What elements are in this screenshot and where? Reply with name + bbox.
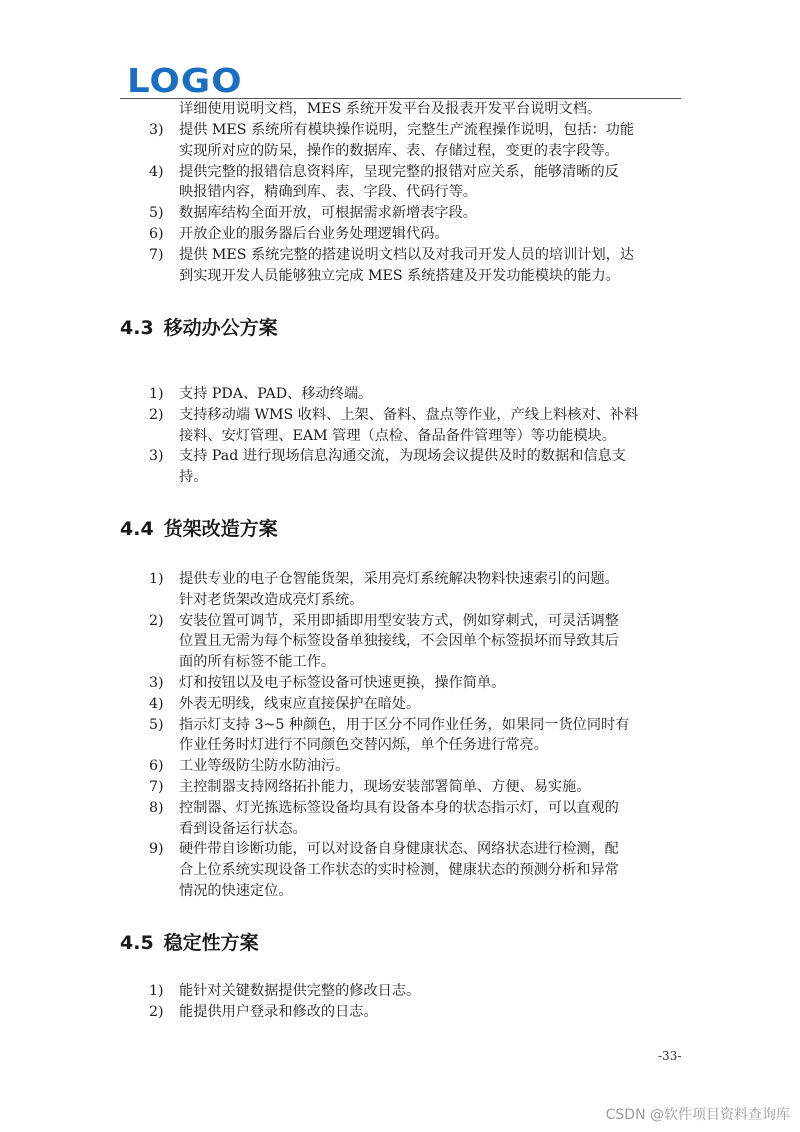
- list-item-number: 2): [149, 406, 164, 423]
- list-item-text: 开放企业的服务器后台业务处理逻辑代码。: [179, 226, 449, 242]
- list-item-text: 指示灯支持 3~5 种颜色，用于区分不同作业任务，如果同一货位同时有: [179, 716, 630, 733]
- section-number: 4.3: [120, 317, 154, 339]
- list-item-text: 提供专业的电子仓智能货架，采用亮灯系统解决物料快速索引的问题。: [179, 571, 619, 587]
- list-item-number: 3): [149, 448, 164, 465]
- section-heading: [120, 930, 259, 956]
- section-title: 稳定性方案: [163, 932, 259, 954]
- list-item-text: 数据库结构全面开放，可根据需求新增表字段。: [179, 205, 477, 222]
- page-number: -33-: [658, 1049, 682, 1063]
- section-title: 货架改造方案: [163, 518, 278, 540]
- list-item-number: 1): [149, 983, 164, 999]
- section-heading: [120, 516, 278, 542]
- list-item-number: 1): [149, 571, 164, 587]
- list-item-text: 提供 MES 系统所有模块操作说明，完整生产流程操作说明，包括：功能: [179, 122, 635, 138]
- list-item-text: 到实现开发人员能够独立完成 MES 系统搭建及开发功能模块的能力。: [179, 267, 620, 284]
- list-item-number: 7): [149, 779, 164, 795]
- list-item-number: 3): [149, 122, 164, 138]
- list-item-text: 灯和按钮以及电子标签设备可快速更换，操作简单。: [179, 675, 506, 691]
- list-item-number: 2): [149, 1003, 164, 1020]
- list-item-text: 合上位系统实现设备工作状态的实时检测，健康状态的预测分析和异常: [179, 862, 619, 879]
- list-item-text: 支持移动端 WMS 收料、上架、备料、盘点等作业，产线上料核对、补料: [179, 406, 639, 423]
- list-item-text: 详细使用说明文档，MES 系统开发平台及报表开发平台说明文档。: [179, 101, 602, 117]
- list-item-text: 映报错内容，精确到库、表、字段、代码行等。: [179, 184, 477, 201]
- list-item-text: 硬件带自诊断功能，可以对设备自身健康状态、网络状态进行检测，配: [179, 841, 619, 858]
- list-item-number: 3): [149, 675, 164, 691]
- list-item-text: 能提供用户登录和修改的日志。: [179, 1003, 378, 1020]
- list-item-number: 6): [149, 226, 164, 242]
- list-item-number: 6): [149, 758, 164, 775]
- list-item-text: 工业等级防尘防水防油污。: [179, 758, 350, 775]
- list-item-text: 情况的快速定位。: [179, 883, 293, 899]
- list-item-text: 安装位置可调节，采用即插即用型安装方式，例如穿刺式，可灵活调整: [179, 612, 619, 629]
- list-item-text: 针对老货架改造成亮灯系统。: [179, 591, 364, 608]
- list-item-number: 5): [149, 205, 164, 222]
- list-item-number: 8): [149, 799, 164, 816]
- list-item-text: 位置且无需为每个标签设备单独接线，不会因单个标签损坏而导致其后: [179, 633, 619, 650]
- list-item-text: 看到设备运行状态。: [179, 820, 307, 837]
- list-item-number: 7): [149, 246, 164, 263]
- list-item-text: 能针对关键数据提供完整的修改日志。: [179, 983, 421, 999]
- section-title: 移动办公方案: [163, 317, 278, 339]
- list-item-number: 4): [149, 163, 164, 180]
- section-number: 4.4: [120, 518, 154, 540]
- list-item-text: 外表无明线，线束应直接保护在暗处。: [179, 695, 421, 712]
- list-item-text: 支持 PDA、PAD、移动终端。: [179, 386, 373, 402]
- section-heading: [120, 315, 278, 341]
- list-item-text: 提供 MES 系统完整的搭建说明文档以及对我司开发人员的培训计划，达: [179, 246, 635, 263]
- list-item-number: 9): [149, 841, 164, 858]
- list-item-text: 提供完整的报错信息资料库，呈现完整的报错对应关系，能够清晰的反: [179, 163, 619, 180]
- list-item-text: 面的所有标签不能工作。: [179, 654, 336, 671]
- list-item-text: 主控制器支持网络拓扑能力，现场安装部署简单、方便、易实施。: [179, 779, 591, 795]
- list-item-text: 作业任务时灯进行不同颜色交替闪烁，单个任务进行常亮。: [179, 737, 548, 754]
- list-item-text: 支持 Pad 进行现场信息沟通交流，为现场会议提供及时的数据和信息支: [179, 448, 626, 465]
- list-item-text: 实现所对应的防呆，操作的数据库、表、存储过程，变更的表字段等。: [179, 142, 619, 159]
- list-item-text: 接料、安灯管理、EAM 管理（点检、备品备件管理等）等功能模块。: [179, 427, 616, 444]
- list-item-number: 2): [149, 612, 164, 629]
- watermark: CSDN @软件项目资料查询库: [605, 1107, 790, 1123]
- list-item-number: 5): [149, 716, 164, 733]
- list-item-number: 1): [149, 386, 164, 402]
- list-item-number: 4): [149, 695, 164, 712]
- section-number: 4.5: [120, 932, 154, 954]
- list-item-text: 持。: [179, 469, 208, 486]
- logo: LOGO: [127, 61, 243, 100]
- list-item-text: 控制器、灯光拣选标签设备均具有设备本身的状态指示灯，可以直观的: [179, 799, 619, 816]
